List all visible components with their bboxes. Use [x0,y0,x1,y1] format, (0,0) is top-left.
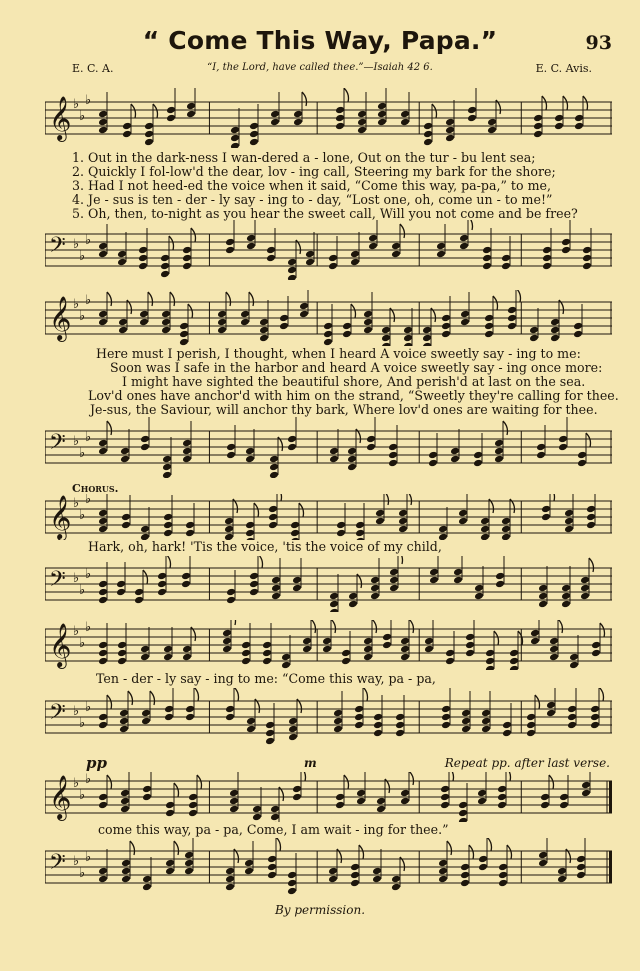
svg-text:𝄢: 𝄢 [49,700,66,730]
system-4-bass-staff [45,688,612,746]
svg-text:♭: ♭ [79,109,86,124]
dynamic-m: m [304,756,317,770]
svg-text:♭: ♭ [79,508,86,523]
verse-3-line-b: I might have sighted the beautiful shore, And perish'd at last on the sea. [122,374,586,389]
svg-text:𝄞: 𝄞 [49,775,72,819]
svg-text:♭: ♭ [73,704,80,719]
svg-text:♭: ♭ [73,776,80,791]
system-2-bass-staff [45,416,612,478]
verse-2-line-a: 2. Quickly I fol-low'd the dear, lov - ing call, Steering my bark for the shore; [72,164,556,179]
words-author: E. C. A. [72,62,114,75]
page-number: 93 [585,32,612,54]
svg-text:♭: ♭ [73,854,80,869]
system-1-treble-staff [45,88,612,148]
hymn-title: “ Come This Way, Papa.” [142,26,498,55]
svg-text:♭: ♭ [73,297,80,312]
music-composer: E. C. Avis. [535,62,592,75]
svg-text:♭: ♭ [79,309,86,324]
verse-2-line-b: Soon was I safe in the harbor and heard A voice sweetly say - ing once more: [110,360,603,375]
chorus-label: Chorus. [72,482,119,495]
dynamic-pp: pp [86,754,107,772]
svg-text:𝄢: 𝄢 [49,850,66,880]
svg-text:♭: ♭ [73,97,80,112]
svg-text:𝄢: 𝄢 [49,233,66,263]
svg-text:♭: ♭ [85,850,92,865]
svg-text:♭: ♭ [85,93,92,108]
svg-text:♭: ♭ [85,430,92,445]
verse-3-line-a: 3. Had I not heed-ed the voice when it said, “Come this way, pa-pa,” to me, [72,178,551,193]
verse-1-line-b: Here must I perish, I thought, when I heard A voice sweetly say - ing to me: [96,346,581,361]
permission-note: By permission. [274,903,366,917]
svg-text:𝄞: 𝄞 [49,296,72,340]
svg-text:♭: ♭ [73,496,80,511]
chorus-line-2: Ten - der - ly say - ing to me: “Come this way, pa - pa, [96,671,436,686]
svg-text:♭: ♭ [79,249,86,264]
svg-text:♭: ♭ [73,434,80,449]
svg-text:♭: ♭ [79,788,86,803]
svg-text:♭: ♭ [85,700,92,715]
svg-text:♭: ♭ [85,494,92,507]
svg-text:𝄢: 𝄢 [49,430,66,460]
svg-text:♭: ♭ [79,446,86,461]
svg-text:𝄞: 𝄞 [49,623,72,667]
repeat-instruction: Repeat pp. after last verse. [444,756,610,770]
svg-text:♭: ♭ [79,866,86,881]
svg-text:♭: ♭ [73,624,80,639]
verse-5-line-b: Je-sus, the Saviour, will anchor thy bark, Where lov'd ones are waiting for thee. [90,402,598,417]
system-5-bass-staff [45,838,612,896]
svg-text:♭: ♭ [85,620,92,635]
system-3-bass-staff [45,556,612,612]
svg-text:♭: ♭ [85,567,92,582]
system-1-bass-staff [45,220,612,280]
svg-text:♭: ♭ [79,716,86,731]
svg-text:𝄞: 𝄞 [49,96,72,140]
svg-text:𝄢: 𝄢 [49,567,66,597]
svg-text:♭: ♭ [73,237,80,252]
verse-1-line-a: 1. Out in the dark-ness I wan-dered a - lone, Out on the tur - bu lent sea; [72,150,536,165]
svg-text:♭: ♭ [73,571,80,586]
verse-4-line-a: 4. Je - sus is ten - der - ly say - ing to - day, “Lost one, oh, come un - to me!” [72,192,553,207]
verse-5-line-a: 5. Oh, then, to-night as you hear the sweet call, Will you not come and be free? [72,206,578,221]
chorus-line-3: come this way, pa - pa, Come, I am wait - ing for thee.” [98,822,449,837]
svg-text:♭: ♭ [79,636,86,651]
svg-text:♭: ♭ [85,233,92,248]
chorus-line-1: Hark, oh, hark! 'Tis the voice, 'tis the voice of my child, [88,539,442,554]
svg-text:♭: ♭ [79,583,86,598]
system-4-treble-staff [45,620,612,670]
system-2-treble-staff [45,290,612,346]
svg-text:𝄞: 𝄞 [49,495,72,539]
verse-4-line-b: Lov'd ones have anchor'd with him on the strand, “Sweetly they're calling for thee. [88,388,619,403]
system-3-treble-staff [45,494,612,540]
system-5-treble-staff [45,772,612,822]
svg-text:♭: ♭ [85,772,92,787]
svg-text:♭: ♭ [85,293,92,308]
scripture-reference: “I, the Lord, have called thee.”—Isaiah 42 6. [207,62,433,73]
